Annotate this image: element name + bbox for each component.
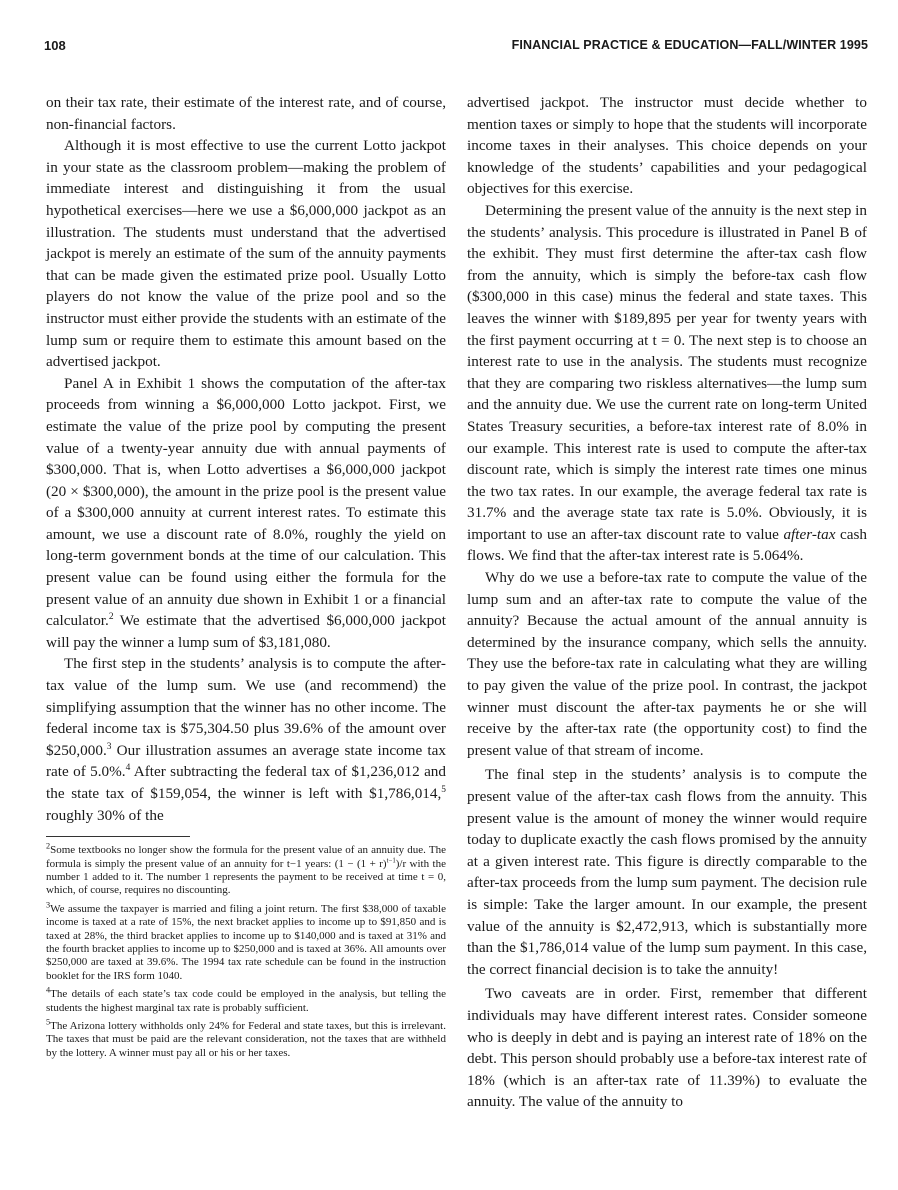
paragraph (46, 653, 446, 826)
footnote-text: Some textbooks no longer show the formula for the present value of an annuity due. The formula is simply the present value of an annuity for t−1 years: (1 − (1 + r) (46, 844, 446, 870)
paragraph-text: Determining the present value of the annuity is the next step in the students’ analysis. This procedure is illustrated in Panel B of the exhibit. They must first determine the after-tax cash flow from the annuity, which is simply the before-tax cash flow ($300,000 in this case) minus the federal and state taxes. This leaves the winner with $189,895 per year for twenty years with the first payment occurring at t = 0. The next step is to choose an interest rate to use in the analysis. The students must recognize that they are comparing two riskless alternatives—the lump sum and the annuity due. We use the current rate on long-term United States Treasury securities, a before-tax interest rate of 8.0% in our example. This interest rate is used to compute the after-tax discount rate, which is simply the interest rate times one minus the two tax rates. In our example, the average federal tax rate is 31.7% and the average state tax rate is 5.0%. Obviously, it is important to use an after-tax discount rate to value (467, 201, 867, 543)
footnote-text: )/r with the number 1 added to it. The number 1 represents the payment to be received at time t = 0, which, of course, requires no discounting. (46, 857, 446, 897)
footnote-number: 3 (46, 900, 51, 910)
footnote (46, 1017, 446, 1060)
footnote-divider (46, 836, 190, 837)
footnotes (46, 841, 446, 1060)
paragraph-text: The first step in the students’ analysis is to compute the after-tax value of the lump sum. We use (and recommend) the simplifying assumption that the winner has no other income. The federal income tax is $75,304.50 plus 39.6% of the amount over $250,000. (46, 655, 446, 759)
paragraph-text: After subtracting the federal tax of $1,236,012 and the state tax of $159,054, the winner is left with $1,786,014, (46, 763, 446, 802)
paragraph: Two caveats are in order. First, remember that different individuals may have different interest rates. Consider someone who is deeply in debt and is paying an interest rate of 18% on the debt. This person should probably use a before-tax interest rate of 18% (which is an after-tax rate of 11.39%) to evaluate the annuity. The value of the annuity to (467, 985, 867, 1111)
footnote-text: The Arizona lottery withholds only 24% for Federal and state taxes, but this is irrelevant. The taxes that must be paid are the relevant consideration, not the taxes that are withheld by the lottery. A winner must pay all or his or her taxes. (46, 1020, 446, 1059)
paragraph (467, 200, 867, 567)
paragraph-text: Panel A in Exhibit 1 shows the computation of the after-tax proceeds from winning a $6,000,000 Lotto jackpot. First, we estimate the value of the prize pool by computing the present value of a twenty-year annuity due with annual payments of $300,000. That is, when Lotto advertises a $6,000,000 jackpot (20 × $300,000), the amount in the prize pool is the present value of a $300,000 annuity at current interest rates. To estimate this amount, we use a discount rate of 8.0%, roughly the yield on long-term government bonds at the time of our calculation. This present value can be found using either the formula for the present value of an annuity due shown in Exhibit 1 or a financial calculator. (46, 374, 446, 630)
footnote (46, 841, 446, 898)
footnote-ref: 2 (108, 612, 114, 623)
paragraph-text: We estimate that the advertised $6,000,000 jackpot will pay the winner a lump sum of $3,181,080. (46, 612, 446, 651)
footnote-ref: 5 (441, 784, 446, 795)
page-number: 108 (44, 38, 66, 53)
paragraph: Why do we use a before-tax rate to compute the value of the lump sum and an after-tax rate to compute the value of the annuity? Because the actual amount of the annual annuity is determined by the insurance company, which sells the annuity. They use the before-tax rate in calculating what they are willing to pay given the value of the prize pool. In contrast, the jackpot winner must discount the after-tax payments he or she will receive by the after-tax rate (the opportunity cost) to find the present value of that stream of income. (467, 569, 867, 759)
paragraph-text: cash flows. We find that the after-tax interest rate is 5.064%. (467, 525, 867, 565)
left-column (46, 92, 446, 1065)
footnote-ref: 3 (106, 741, 112, 752)
paragraph: on their tax rate, their estimate of the interest rate, and of course, non-financial factors. (46, 94, 446, 133)
exponent: t−1 (386, 856, 396, 864)
footnote-number: 4 (46, 985, 51, 995)
paragraph (46, 373, 446, 654)
footnote-ref: 4 (125, 763, 131, 774)
footnote-text: The details of each state’s tax code could be employed in the analysis, but telling the students the highest marginal tax rate is probably sufficient. (46, 988, 446, 1014)
footnote (46, 985, 446, 1015)
paragraph: Although it is most effective to use the current Lotto jackpot in your state as the classroom problem—making the problem of immediate interest and distinguishing it from the usual hypothetical exercises—here we use a $6,000,000 jackpot as an illustration. The students must understand that the advertised jackpot is merely an estimate of the sum of the annuity payments that can be made given the estimated prize pool. Usually Lotto players do not know the value of the prize pool and so the instructor must either provide the students with an estimate of the lump sum or require them to estimate this amount based on the advertised jackpot. (46, 137, 446, 371)
right-column (467, 92, 867, 1113)
footnote (46, 900, 446, 983)
paragraph: The final step in the students’ analysis is to compute the present value of the after-tax cash flows from the annuity. This present value is the amount of money the winner would require today to duplicate exactly the cash flows promised by the annuity at a given interest rate. This figure is directly comparable to the after-tax proceeds from the lump sum payment. The decision rule is simple: Take the larger amount. In our example, the present value of the annuity is $2,472,913, which is substantially more than the $1,786,014 value of the lump sum payment. In this case, the correct financial decision is to take the annuity! (467, 766, 867, 978)
emphasis: after-tax (783, 525, 836, 543)
footnote-number: 5 (46, 1017, 51, 1027)
footnote-number: 2 (46, 841, 51, 851)
paragraph-text: Our illustration assumes an average state income tax rate of 5.0%. (46, 741, 446, 781)
paragraph-text: roughly 30% of the (46, 806, 164, 824)
footnote-text: We assume the taxpayer is married and filing a joint return. The first $38,000 of taxable income is taxed at a rate of 15%, the next bracket applies to income up to $91,850 and is taxed at 28%, the third bracket applies to income up to $140,000 and is taxed at 31% and the fourth bracket applies to income up to $250,000 and is taxed at 36%. All amounts over $250,000 are taxed at 39.6%. The 1994 tax rate schedule can be found in the instruction booklet for the IRS form 1040. (46, 902, 446, 982)
running-head: FINANCIAL PRACTICE & EDUCATION—FALL/WINTER 1995 (511, 38, 868, 52)
paragraph: advertised jackpot. The instructor must decide whether to mention taxes or simply to hope that the students will incorporate income taxes in their analyses. This choice depends on your knowledge of the students’ capabilities and your pedagogical objectives for this exercise. (467, 94, 867, 198)
